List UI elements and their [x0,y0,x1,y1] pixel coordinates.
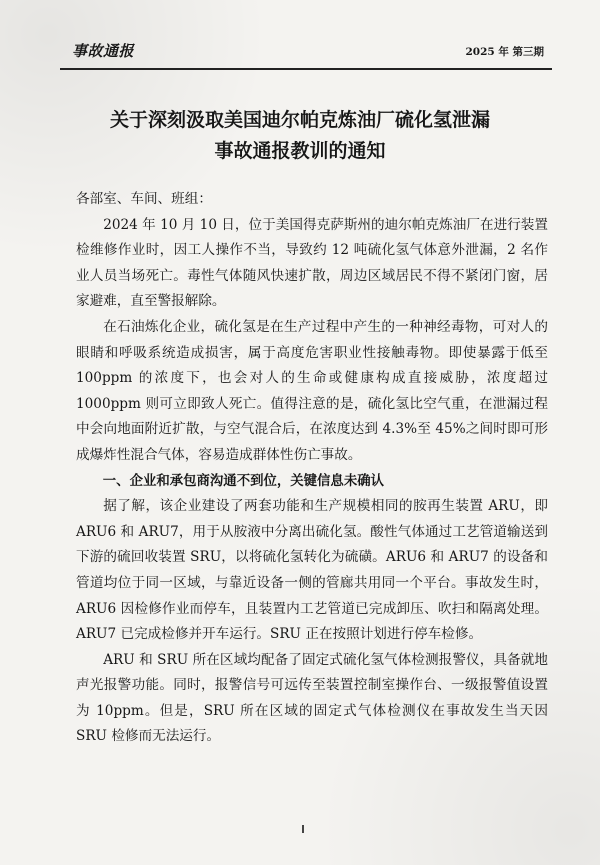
header-divider [60,68,552,70]
page-mark [302,825,304,833]
paragraph-h2s-hazard: 在石油炼化企业，硫化氢是在生产过程中产生的一种神经毒物，可对人的眼睛和呼吸系统造成损害，属于高度危害职业性接触毒物。即使暴露于低至 100ppm 的浓度下，也会对人的生命或健康构成直接威胁，浓度超过 1000ppm 则可立即致人死亡。值得注意的是，硫化氢比空气重，在泄漏过程中会向地面附近扩散，与空气混合后，在浓度达到 4.3%至 45%之间时即可形成爆炸性混合气体，容易造成群体性伤亡事故。 [76,318,548,463]
paragraph-incident: 2024 年 10 月 10 日，位于美国得克萨斯州的迪尔帕克炼油厂在进行装置检维修作业时，因工人操作不当，导致约 12 吨硫化氢气体意外泄漏，2 名作业人员当场死亡。毒性气体随风快速扩散，周边区域居民不得不紧闭门窗，居家避难，直至警报解除。 [76,216,548,310]
section-1-paragraph-1: 据了解，该企业建设了两套功能和生产规模相同的胺再生装置 ARU，即 ARU6 和 ARU7，用于从胺液中分离出硫化氢。酸性气体通过工艺管道输送到下游的硫回收装置 SRU，以将硫化氢转化为硫磺。ARU6 和 ARU7 的设备和管道均位于同一区域，与靠近设备一侧的管廊共用同一个平台。事故发生时，ARU6 因检修作业而停车，且装置内工艺管道已完成卸压、吹扫和隔离处理。ARU7 已完成检修并开车运行。SRU 正在按照计划进行停车检修。 [76,498,548,643]
document-header [72,40,544,62]
title-line-2: 事故通报教训的通知 [214,140,386,162]
document-title [0,105,600,167]
salutation: 各部室、车间、班组： [76,191,212,207]
section-heading-1: 一、企业和承包商沟通不到位，关键信息未确认 [102,473,384,489]
section-1-paragraph-2: ARU 和 SRU 所在区域均配备了固定式硫化氢气体检测报警仪，具备就地声光报警功能。同时，报警信号可远传至装置控制室操作台、一级报警值设置为 10ppm。但是，SRU 所在区域的固定式气体检测仪在事故发生当天因 SRU 检修而无法运行。 [76,651,548,745]
title-line-1: 关于深刻汲取美国迪尔帕克炼油厂硫化氢泄漏 [109,109,490,131]
issue-number: 2025 年 第三期 [465,46,544,58]
document-body [76,187,548,750]
publication-name: 事故通报 [72,42,135,60]
